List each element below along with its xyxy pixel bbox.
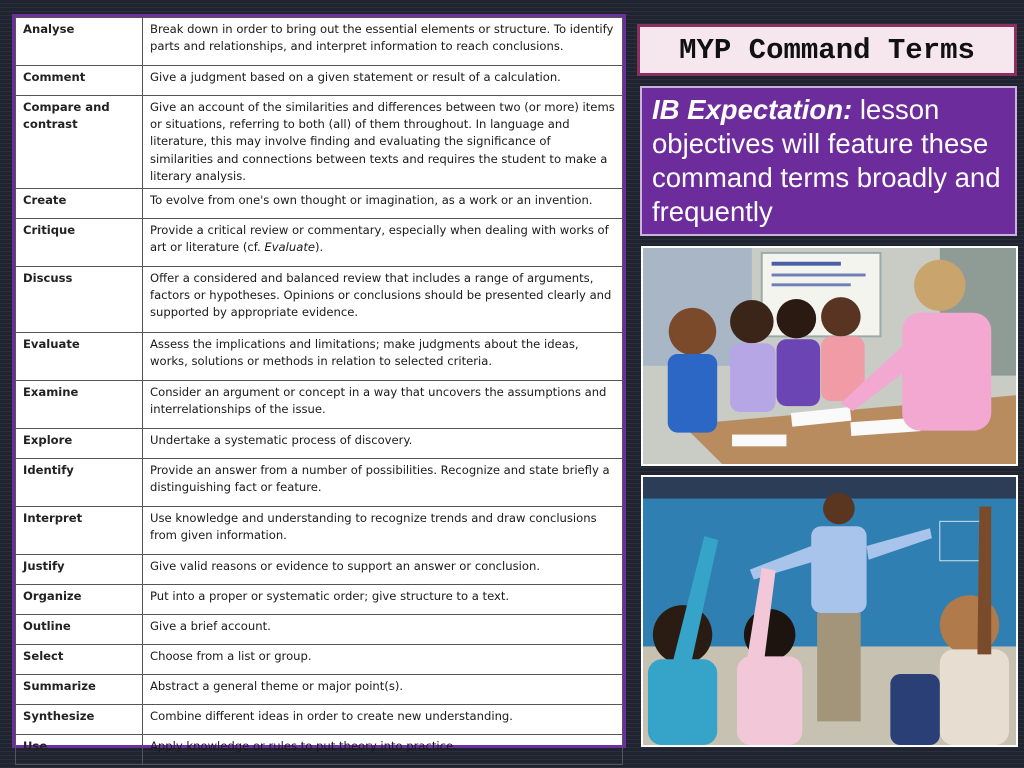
- table-row: [16, 585, 623, 615]
- definition-cell: Use knowledge and understanding to recognize trends and draw conclusions from given information.: [143, 507, 623, 555]
- definition-cell: Choose from a list or group.: [143, 645, 623, 675]
- definition-cell: Give valid reasons or evidence to support an answer or conclusion.: [143, 555, 623, 585]
- definition-cell: Consider an argument or concept in a way that uncovers the assumptions and interrelationships of the issue.: [143, 381, 623, 429]
- table-row: [16, 66, 623, 96]
- table-row: [16, 189, 623, 219]
- definition-cell: Offer a considered and balanced review that includes a range of arguments, factors or hypotheses. Opinions or conclusions should be presented clearly and supported by appropriate evidence.: [143, 267, 623, 333]
- page-title: MYP Command Terms: [679, 33, 975, 67]
- term-cell: Organize: [16, 585, 143, 615]
- term-cell: Evaluate: [16, 333, 143, 381]
- definition-cell: [143, 219, 623, 267]
- term-cell: Comment: [16, 66, 143, 96]
- classroom-students-illustration: [643, 248, 1016, 464]
- term-cell: Synthesize: [16, 705, 143, 735]
- term-cell: Interpret: [16, 507, 143, 555]
- definition-cell: Give a brief account.: [143, 615, 623, 645]
- command-terms-table-frame: [12, 14, 626, 754]
- definition-cell: Assess the implications and limitations; make judgments about the ideas, works, solutions or methods in relation to selected criteria.: [143, 333, 623, 381]
- term-cell: Identify: [16, 459, 143, 507]
- definition-cell: Abstract a general theme or major point(s).: [143, 675, 623, 705]
- table-row: [16, 555, 623, 585]
- title-box: [637, 24, 1017, 76]
- table-row: [16, 219, 623, 267]
- definition-cell: Combine different ideas in order to create new understanding.: [143, 705, 623, 735]
- term-cell: Select: [16, 645, 143, 675]
- definition-cell: Break down in order to bring out the essential elements or structure. To identify parts and relationships, and interpret information to reach conclusions.: [143, 18, 623, 66]
- definition-cell: Give an account of the similarities and differences between two (or more) items or situations, referring to both (all) of them throughout. In language and literature, this may involve finding and evaluating the significance of similarities and connections between texts and requires the student to make a literary analysis.: [143, 96, 623, 189]
- table-row: [16, 615, 623, 645]
- table-row: [16, 18, 623, 66]
- table-row: [16, 675, 623, 705]
- term-cell: Create: [16, 189, 143, 219]
- table-row: [16, 459, 623, 507]
- definition-text-end: ).: [315, 240, 324, 255]
- ib-expectation-text: lesson objectives will feature these command terms broadly and frequently: [652, 94, 1001, 227]
- table-row: [16, 333, 623, 381]
- definition-cell: Provide an answer from a number of possibilities. Recognize and state briefly a distinguishing fact or feature.: [143, 459, 623, 507]
- classroom-students-photo: [641, 246, 1018, 466]
- ib-expectation-lead: IB Expectation:: [652, 94, 853, 125]
- classroom-teacher-photo: [641, 475, 1018, 747]
- table-row: [16, 429, 623, 459]
- ib-expectation-box: [640, 86, 1017, 236]
- definition-cell: Undertake a systematic process of discovery.: [143, 429, 623, 459]
- table-row: [16, 705, 623, 735]
- term-cell: Analyse: [16, 18, 143, 66]
- term-cell: Critique: [16, 219, 143, 267]
- definition-cell: To evolve from one's own thought or imagination, as a work or an invention.: [143, 189, 623, 219]
- table-row: [16, 735, 623, 765]
- table-row: [16, 96, 623, 189]
- definition-cell: Put into a proper or systematic order; give structure to a text.: [143, 585, 623, 615]
- term-cell: Outline: [16, 615, 143, 645]
- definition-text: Provide a critical review or commentary, especially when dealing with works of art or literature (cf.: [150, 223, 609, 255]
- table-row: [16, 645, 623, 675]
- term-cell: Discuss: [16, 267, 143, 333]
- definition-cell: Apply knowledge or rules to put theory into practice.: [143, 735, 623, 765]
- command-terms-table: [15, 17, 623, 765]
- term-cell: Examine: [16, 381, 143, 429]
- term-cell: Summarize: [16, 675, 143, 705]
- classroom-teacher-illustration: [643, 477, 1016, 745]
- table-row: [16, 381, 623, 429]
- table-row: [16, 267, 623, 333]
- term-cell: Compare and contrast: [16, 96, 143, 189]
- definition-cell: Give a judgment based on a given statement or result of a calculation.: [143, 66, 623, 96]
- table-row: [16, 507, 623, 555]
- term-cell: Justify: [16, 555, 143, 585]
- term-cell: Use: [16, 735, 143, 765]
- term-cell: Explore: [16, 429, 143, 459]
- definition-italic-ref: Evaluate: [264, 240, 316, 255]
